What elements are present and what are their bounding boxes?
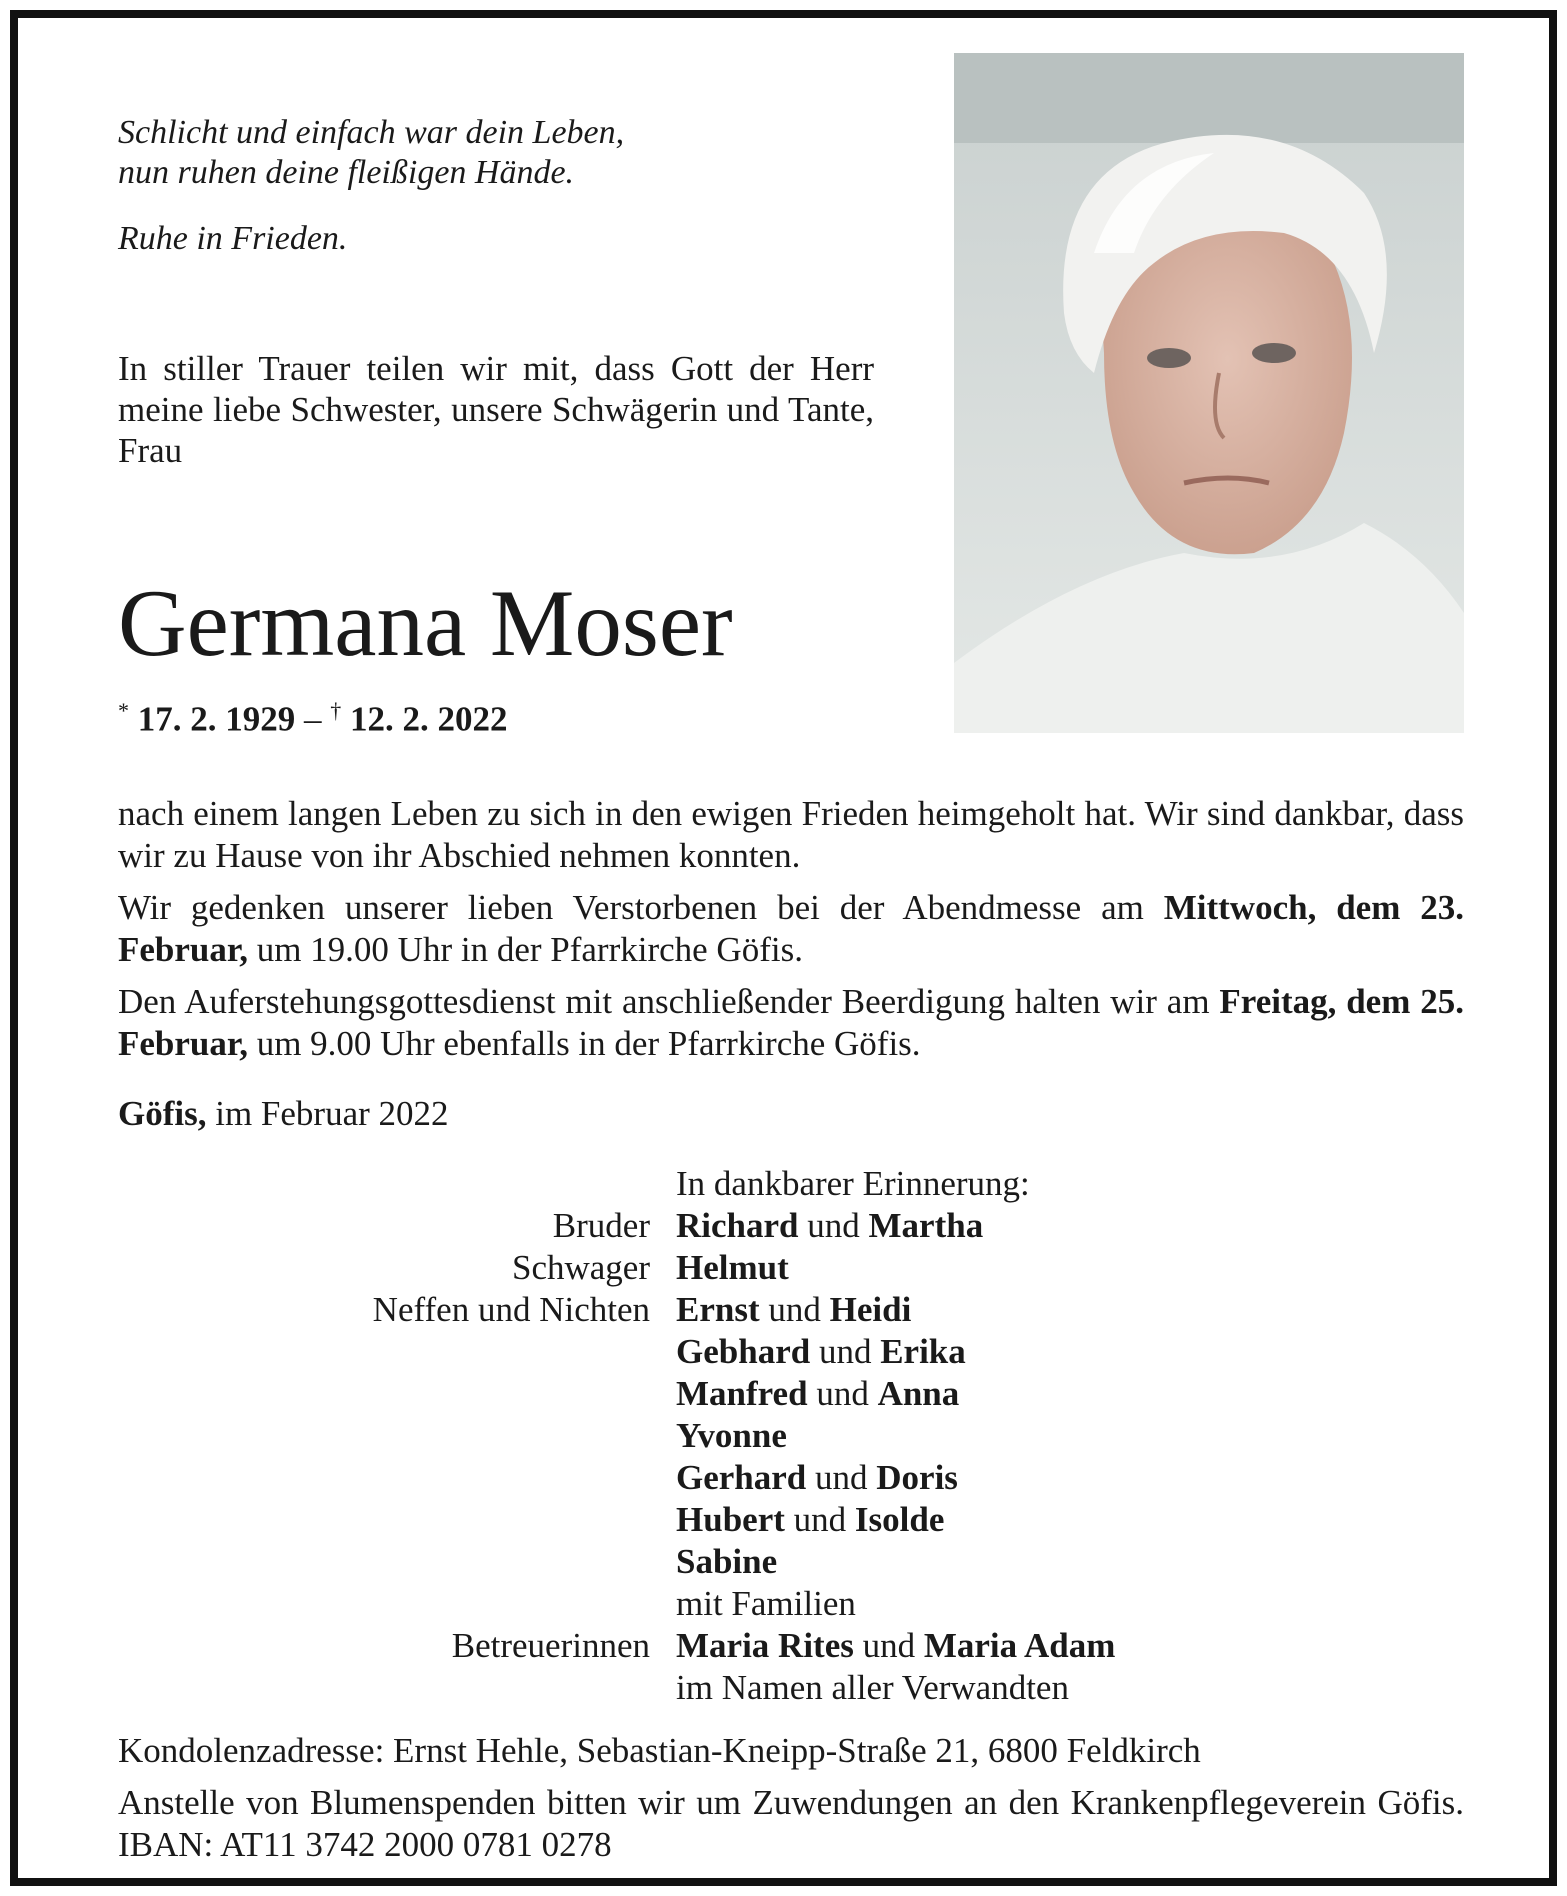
relation-label: Neffen und Nichten (372, 1290, 650, 1329)
funeral-date: Freitag, dem 25. Februar, (118, 982, 1464, 1063)
mourner-name: Erika (880, 1332, 966, 1371)
birth-date: 17. 2. 1929 (137, 699, 296, 739)
mourner-row (118, 1205, 1464, 1247)
mourner-name: Maria Rites (676, 1626, 854, 1665)
relation-label: Schwager (511, 1248, 650, 1287)
mourner-und: und (798, 1206, 869, 1245)
deceased-name: Germana Moser (118, 570, 733, 676)
mourner-name: Isolde (854, 1500, 945, 1539)
mourner-row (118, 1499, 1464, 1541)
mourner-row (118, 1541, 1464, 1583)
intro-text: In stiller Trauer teilen wir mit, dass Gott der Herr meine liebe Schwester, unsere Schwägerin und Tante, Frau (118, 349, 874, 470)
paragraph-funeral (118, 981, 1464, 1065)
funeral-text-b: um 9.00 Uhr ebenfalls in der Pfarrkirche Göfis. (247, 1024, 921, 1063)
mass-text-b: um 19.00 Uhr in der Pfarrkirche Göfis. (247, 930, 803, 969)
mourner-name: Hubert (676, 1500, 785, 1539)
life-dates (118, 698, 508, 740)
quote-line-1: Schlicht und einfach war dein Leben, (118, 114, 625, 151)
death-symbol: † (330, 698, 342, 723)
notice-frame (10, 10, 1557, 1886)
mourner-name: Manfred (676, 1374, 808, 1413)
mass-date: Mittwoch, dem 23. Februar, (118, 888, 1464, 969)
portrait-photo (954, 53, 1464, 733)
mourner-und: und (784, 1500, 855, 1539)
mourner-row (118, 1457, 1464, 1499)
date-dash: – (304, 699, 322, 739)
mourners-list (118, 1163, 1464, 1709)
mourner-und: und (806, 1458, 877, 1497)
mourner-row (118, 1373, 1464, 1415)
paragraph-mass (118, 887, 1464, 971)
families-note: mit Familien (676, 1584, 856, 1623)
quote-rip: Ruhe in Frieden. (118, 220, 348, 257)
mourner-row (118, 1289, 1464, 1331)
mourner-name: Martha (868, 1206, 984, 1245)
place-town: Göfis, (118, 1094, 207, 1133)
paragraph-passing: nach einem langen Leben zu sich in den ewigen Frieden heimgeholt hat. Wir sind dankbar, dass wir zu Hause von ihr Abschied nehmen konnten. (118, 794, 1464, 875)
mourner-und: und (807, 1374, 878, 1413)
mourner-row (118, 1415, 1464, 1457)
mourner-name: Gebhard (676, 1332, 811, 1371)
mourner-und: und (810, 1332, 881, 1371)
mourner-row (118, 1583, 1464, 1625)
death-date: 12. 2. 2022 (350, 699, 508, 739)
mourner-row (118, 1625, 1464, 1667)
birth-symbol: * (118, 698, 129, 723)
mourner-name: Anna (877, 1374, 960, 1413)
mourner-name: Gerhard (676, 1458, 807, 1497)
place-month: im Februar 2022 (206, 1094, 449, 1133)
portrait-illustration (954, 53, 1464, 733)
mourner-name: Doris (876, 1458, 958, 1497)
mourner-name: Richard (676, 1206, 799, 1245)
mass-text-a: Wir gedenken unserer lieben Verstorbenen bei der Abendmesse am (118, 888, 1164, 927)
mourner-row (118, 1331, 1464, 1373)
place-date (118, 1093, 449, 1135)
announcement-body (118, 793, 1464, 1075)
mourner-name: Sabine (676, 1542, 778, 1581)
condolence-address: Kondolenzadresse: Ernst Hehle, Sebastian-Kneipp-Straße 21, 6800 Feldkirch (118, 1731, 1201, 1770)
donation-note: Anstelle von Blumenspenden bitten wir um Zuwendungen an den Krankenpflegeverein Göfis. IBAN: AT11 3742 2000 0781 0278 (118, 1783, 1464, 1864)
footer-info (118, 1730, 1464, 1876)
memorial-quote (118, 113, 838, 259)
closing-note: im Namen aller Verwandten (676, 1668, 1069, 1707)
relation-label: Bruder (552, 1206, 650, 1245)
mourner-name: Maria Adam (923, 1626, 1116, 1665)
quote-line-2: nun ruhen deine fleißigen Hände. (118, 154, 575, 191)
relation-label: Betreuerinnen (451, 1626, 650, 1665)
funeral-text-a: Den Auferstehungsgottesdienst mit anschließender Beerdigung halten wir am (118, 982, 1220, 1021)
mourner-name: Helmut (676, 1248, 789, 1287)
mourner-und: und (853, 1626, 924, 1665)
mourner-name: Yvonne (676, 1416, 787, 1455)
mourner-row (118, 1667, 1464, 1709)
mourner-name: Ernst (676, 1290, 760, 1329)
mourner-name: Heidi (829, 1290, 912, 1329)
mourners-heading: In dankbarer Erinnerung: (676, 1164, 1030, 1203)
mourner-row (118, 1247, 1464, 1289)
mourner-und: und (759, 1290, 830, 1329)
notice-content (18, 18, 1549, 1878)
